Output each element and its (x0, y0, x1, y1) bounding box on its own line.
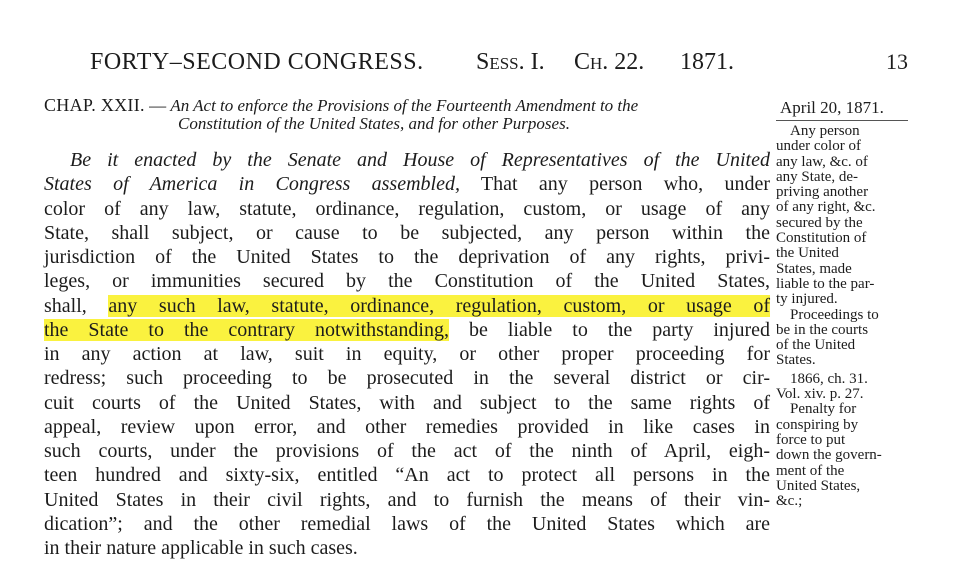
body-line: in their nature applicable in such cases. (44, 537, 358, 559)
enacting-clause-end: States of America in Congress assembled, (44, 173, 460, 196)
body-line: color of any law, statute, ordinance, regulation, custom, or usage of any (44, 197, 770, 220)
body-line (44, 294, 770, 318)
body-text-fragment: be liable to the party injured (448, 318, 770, 341)
running-head-year: 1871. (680, 49, 734, 75)
body-line: appeal, review upon error, and other remedies provided in like cases in (44, 415, 770, 438)
margin-note-line: force to put (776, 431, 846, 448)
chapter-heading-line-1 (44, 96, 772, 115)
body-line: dication”; and the other remedial laws of the United States which are (44, 512, 770, 535)
margin-note-line: States, made (776, 260, 852, 277)
margin-note-line: Vol. xiv. p. 27. (776, 386, 864, 403)
body-line: in any action at law, suit in equity, or other proper proceeding for (44, 343, 770, 365)
chapter-label: CHAP. XXII. (44, 95, 145, 115)
margin-note-liability (776, 124, 916, 308)
running-head-session: Sess. I. (476, 49, 545, 75)
chapter-heading (44, 96, 772, 133)
margin-note-line: ty injured. (776, 291, 838, 308)
margin-note-line: be in the courts (776, 321, 869, 338)
body-line: cuit courts of the United States, with and subject to the same rights of (44, 391, 770, 414)
body-line (44, 172, 770, 196)
act-title-line-1: An Act to enforce the Provisions of the Fourteenth Amendment to the (170, 96, 639, 115)
page-number: 13 (886, 49, 908, 74)
margin-note-line: Constitution of (776, 230, 867, 247)
margin-note-line: any law, &c. of (776, 153, 868, 170)
enacting-clause: Be it enacted by the Senate and House of Representatives of the United (70, 149, 770, 171)
body-text-fragment: shall, (44, 294, 109, 317)
margin-note-line: States. (776, 352, 816, 369)
body-line (44, 318, 770, 342)
body-line: redress; such proceeding to be prosecuted in the several district or cir- (44, 367, 770, 390)
margin-note-line: Any person (790, 123, 860, 139)
running-head-chapter: Ch. 22. (574, 49, 645, 75)
margin-note-line: of any right, &c. (776, 199, 876, 216)
body-line: jurisdiction of the United States to the deprivation of any rights, privi- (44, 246, 770, 268)
date-rule (776, 120, 908, 121)
statute-body (44, 148, 770, 560)
body-line: leges, or immunities secured by the Constitution of the United States, (44, 270, 770, 293)
body-text-fragment: That any person who, under (459, 173, 770, 196)
running-head (90, 49, 908, 79)
running-head-congress: FORTY–SECOND CONGRESS. (90, 49, 424, 75)
margin-note-proceedings (776, 308, 916, 369)
enactment-date: April 20, 1871. (780, 98, 884, 117)
margin-note-line: ment of the (776, 462, 845, 479)
margin-note-line: priving another (776, 184, 869, 201)
body-line: United States in their civil rights, and to furnish the means of their vin- (44, 488, 770, 511)
margin-note-line: Proceedings to (790, 306, 879, 323)
margin-note-line: liable to the par- (776, 275, 875, 292)
margin-notes (776, 98, 916, 509)
margin-note-penalty (776, 402, 916, 509)
body-line: such courts, under the provisions of the act of the ninth of April, eigh- (44, 440, 770, 462)
margin-note-line: any State, de- (776, 168, 859, 185)
margin-note-citation (776, 372, 916, 403)
body-line: State, shall subject, or cause to be subjected, any person within the (44, 221, 770, 244)
body-line: teen hundred and sixty-six, entitled “An act to protect all persons in the (44, 464, 770, 487)
margin-note-line: under color of (776, 138, 861, 155)
highlighted-text: any such law, statute, ordinance, regulation, custom, or usage of (108, 294, 770, 317)
highlighted-text: the State to the contrary notwithstanding, (44, 318, 449, 341)
margin-note-line: &c.; (776, 493, 803, 510)
act-title-line-2: Constitution of the United States, and for other Purposes. (178, 114, 570, 133)
chapter-dash: — (144, 96, 171, 115)
margin-note-line: down the govern- (776, 447, 882, 464)
margin-note-line: Penalty for (790, 401, 857, 418)
margin-note-line: conspiring by (776, 416, 859, 433)
margin-note-line: secured by the (776, 214, 863, 231)
body-line (44, 148, 770, 172)
margin-note-line: of the United (776, 337, 856, 354)
margin-note-line: United States, (776, 477, 861, 494)
margin-note-line: 1866, ch. 31. (790, 370, 868, 387)
margin-note-line: the United (776, 245, 839, 262)
